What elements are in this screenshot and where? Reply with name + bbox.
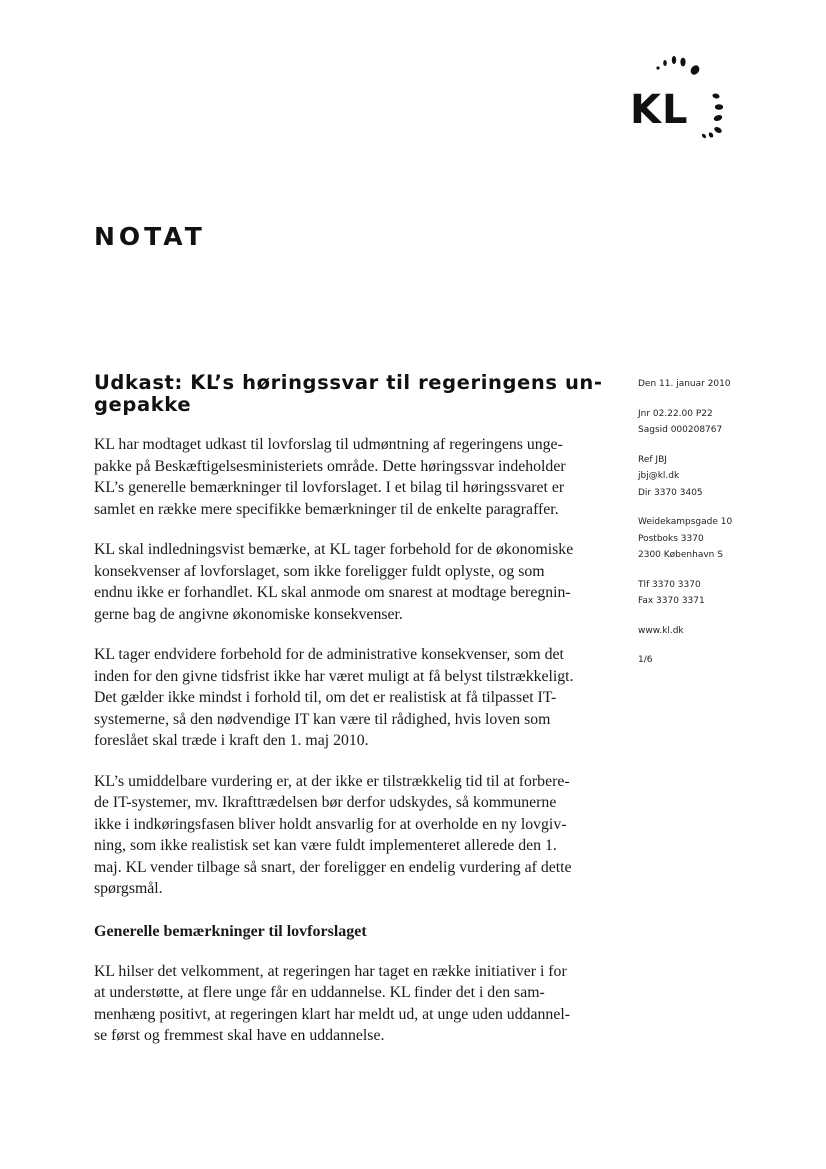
text-line: KL skal indledningsvist bemærke, at KL tager forbehold for de økonomiske — [94, 541, 574, 558]
date-block — [638, 376, 808, 393]
title-line: Udkast: KL’s høringssvar til regeringens un- — [94, 371, 603, 394]
document-type-heading: NOTAT — [94, 222, 206, 251]
paragraph-general-remarks — [94, 961, 614, 1047]
page-number-block — [638, 652, 808, 669]
case-reference-block — [638, 406, 808, 439]
text-line: KL hilser det velkomment, at regeringen har taget en række initiativer i for — [94, 962, 567, 980]
postal-city: 2300 København S — [638, 550, 723, 560]
contact-person-block — [638, 452, 808, 502]
kl-logo-text: KL — [630, 87, 689, 133]
text-line: de IT-systemer, mv. Ikrafttrædelsen bør derfor udskydes, så kommunerne — [94, 794, 557, 811]
text-line: foreslået skal træde i kraft den 1. maj 2010. — [94, 732, 369, 749]
text-line: KL tager endvidere forbehold for de administrative konsekvenser, som det — [94, 646, 564, 663]
direct-phone: Dir 3370 3405 — [638, 487, 703, 498]
text-line: KL’s generelle bemærkninger til lovforslaget. I et bilag til høringssvaret er — [94, 479, 565, 496]
website: www.kl.dk — [638, 625, 684, 636]
website-block — [638, 623, 808, 640]
street-address: Weidekampsgade 10 — [638, 517, 733, 527]
contact-email: jbj@kl.dk — [638, 471, 680, 481]
page-number: 1/6 — [638, 655, 653, 665]
paragraph-economic-reservation — [94, 539, 614, 625]
paragraph-administrative-reservation — [94, 644, 614, 752]
text-line: KL’s umiddelbare vurdering er, at der ikke er tilstrækkelig tid til at forbere- — [94, 772, 570, 790]
text-line: menhæng positivt, at regeringen klart har meldt ud, at unge uden uddannel- — [94, 1005, 570, 1023]
text-line: ikke i indkøringsfasen bliver holdt ansvarlig for at overholde en ny lovgiv- — [94, 815, 567, 833]
text-line: gerne bag de angivne økonomiske konsekvenser. — [94, 605, 403, 623]
text-line: ning, som ikke realistisk set kan være fuldt implementeret allerede den 1. — [94, 837, 557, 854]
text-line: Det gælder ikke mindst i forhold til, om det er realistisk at få tilpasset IT- — [94, 689, 557, 706]
text-line: at understøtte, at flere unge får en uddannelse. KL finder det i den sam- — [94, 984, 545, 1001]
text-line: se først og fremmest skal have en uddannelse. — [94, 1027, 385, 1044]
text-line: konsekvenser af lovforslaget, som ikke foreligger fuldt oplyste, og som — [94, 562, 545, 580]
reference-initials: Ref JBJ — [638, 454, 667, 465]
text-line: samlet en række mere specifikke bemærkninger til de enkelte paragraffer. — [94, 500, 559, 518]
document-title — [94, 372, 614, 415]
address-block — [638, 514, 808, 564]
fax-number: Fax 3370 3371 — [638, 596, 705, 606]
journal-number: Jnr 02.22.00 P22 — [638, 408, 713, 419]
text-line: systemerne, så den nødvendige IT kan være til rådighed, hvis loven som — [94, 710, 551, 728]
phone-number: Tlf 3370 3370 — [638, 579, 701, 590]
text-line: spørgsmål. — [94, 880, 163, 897]
document-body — [94, 434, 614, 1066]
text-line: inden for den givne tidsfrist ikke har været muligt at få belyst tilstrækkeligt. — [94, 667, 574, 685]
document-date: Den 11. januar 2010 — [638, 379, 731, 389]
text-line: maj. KL vender tilbage så snart, der foreligger en endelig vurdering af dette — [94, 858, 572, 876]
paragraph-intro — [94, 434, 614, 520]
document-metadata-sidebar — [638, 376, 808, 682]
section-heading: Generelle bemærkninger til lovforslaget — [94, 922, 367, 940]
text-line: KL har modtaget udkast til lovforslag til udmøntning af regeringens unge- — [94, 436, 563, 453]
phone-block — [638, 577, 808, 610]
text-line: pakke på Beskæftigelsesministeriets område. Dette høringssvar indeholder — [94, 457, 566, 475]
kl-logo — [618, 52, 738, 152]
case-id: Sagsid 000208767 — [638, 425, 723, 435]
paragraph-it-assessment — [94, 771, 614, 900]
po-box: Postboks 3370 — [638, 533, 704, 544]
text-line: endnu ikke er forhandlet. KL skal anmode om snarest at modtage beregnin- — [94, 584, 571, 601]
title-line: gepakke — [94, 392, 192, 416]
